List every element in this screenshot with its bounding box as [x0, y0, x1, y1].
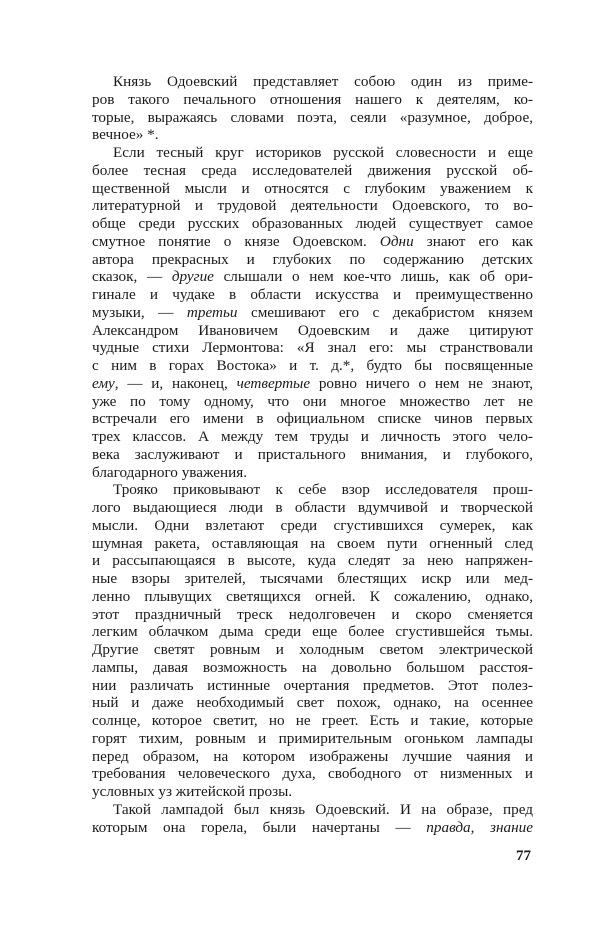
text-line	[92, 162, 533, 180]
text-line	[92, 765, 533, 783]
text-line	[92, 339, 533, 357]
text-segment: нии различать истинные очертания предметов. Этот полез-	[92, 676, 533, 694]
text-line	[92, 304, 533, 322]
text-line	[92, 535, 533, 553]
text-segment: Трояко приковывают к себе взор исследователя прош-	[113, 481, 533, 499]
text-segment: обще среди русских образованных людей существует самое	[92, 215, 533, 232]
text-line	[92, 393, 533, 411]
text-segment: шумная ракета, оставляющая на своем пути огненный след	[92, 534, 533, 552]
text-segment: Такой лампадой был князь Одоевский. И на образе, пред	[113, 800, 533, 818]
text-line	[92, 499, 533, 517]
paragraph	[92, 801, 533, 837]
text-segment: этот праздничный треск недолговечен и скоро сменяется	[92, 605, 533, 623]
text-segment: ный и даже необходимый свет похож, однако, на осеннее	[92, 694, 533, 712]
text-segment: автора прекрасных и глубоких по содержанию детских	[92, 250, 533, 268]
text-segment: Князь Одоевский представляет собою один из приме-	[113, 73, 533, 90]
text-segment: вечное» *.	[92, 126, 159, 144]
text-segment: торые, выражаясь словами поэта, сеяли «разумное, доброе,	[92, 108, 533, 126]
text-line	[92, 659, 533, 677]
text-segment: лого выдающиеся люди в области вдумчивой и творческой	[92, 499, 533, 516]
text-segment: трех классов. А между тем труды и личность этого чело-	[92, 428, 533, 445]
italic-text: четвертые	[236, 374, 311, 392]
text-line	[92, 552, 533, 570]
text-segment: солнце, которое светит, но не греет. Есть и такие, которые	[92, 712, 533, 729]
text-segment: Александром Ивановичем Одоевским и даже цитируют	[92, 321, 533, 339]
text-segment: музыки, —	[92, 303, 187, 321]
text-line	[92, 73, 533, 91]
text-segment: которым она горела, были начертаны —	[92, 818, 427, 836]
text-segment: условных уз житейской прозы.	[92, 783, 293, 800]
text-segment: перед образом, на котором изображены лучшие чаяния и	[92, 747, 533, 765]
text-segment: Если тесный круг историков русской словесности и еще	[113, 144, 533, 161]
text-line	[92, 180, 533, 198]
text-segment: ленно плывущих светящихся огней. К сожалению, однако,	[92, 587, 533, 605]
text-segment: ные взоры зрителей, тысячами блестящих искр или мед-	[92, 570, 533, 587]
text-segment: ров такого печального отношения нашего к деятелям, ко-	[92, 90, 533, 108]
paragraph	[92, 73, 533, 144]
text-line	[92, 712, 533, 730]
text-line	[92, 322, 533, 340]
text-line	[92, 286, 533, 304]
text-line	[92, 109, 533, 127]
text-segment: века заслуживают и пристального внимания, и глубокого,	[92, 445, 533, 463]
text-line	[92, 801, 533, 819]
text-segment: сказок, —	[92, 268, 172, 286]
text-segment: и рассыпающаяся в высоте, куда следят за нею напряжен-	[92, 552, 533, 570]
text-segment: смутное понятие о князе Одоевском.	[92, 232, 380, 250]
text-line	[92, 144, 533, 162]
text-line	[92, 588, 533, 606]
italic-text: ему	[92, 374, 115, 392]
text-segment: чудные стихи Лермонтова: «Я знал его: мы странствовали	[92, 339, 533, 357]
text-line	[92, 215, 533, 233]
text-line	[92, 748, 533, 766]
text-line	[92, 357, 533, 375]
body-text	[92, 73, 533, 836]
text-line	[92, 126, 533, 144]
text-line	[92, 197, 533, 215]
italic-text: другие	[171, 268, 214, 286]
text-line	[92, 251, 533, 269]
text-segment: горят тихим, ровным и примирительным огоньком лампады	[92, 729, 533, 747]
text-segment: Другие светят ровным и холодным светом электрической	[92, 641, 533, 658]
text-line	[92, 570, 533, 588]
text-line	[92, 730, 533, 748]
text-segment: знают его как	[413, 232, 533, 250]
text-segment: , — и, наконец,	[114, 374, 237, 392]
page-number: 77	[516, 848, 531, 864]
text-line	[92, 623, 533, 641]
text-line	[92, 677, 533, 695]
text-line	[92, 783, 533, 801]
text-segment: легким облачком дыма среди еще более сгустившейся тьмы.	[92, 623, 533, 641]
text-segment: мысли. Одни взлетают среди сгустившихся сумерек, как	[92, 516, 533, 534]
text-segment: литературной и трудовой деятельности Одоевского, то во-	[92, 197, 533, 215]
text-segment: более тесная среда исследователей движения русской об-	[92, 161, 533, 179]
text-segment: смешивают его с декабристом князем	[237, 303, 533, 321]
text-segment: благодарного уважения.	[92, 463, 248, 481]
text-line	[92, 410, 533, 428]
text-line	[92, 375, 533, 393]
text-line	[92, 819, 533, 837]
text-line	[92, 481, 533, 499]
text-line	[92, 268, 533, 286]
text-segment: лампы, давая возможность на довольно большом расстоя-	[92, 658, 533, 676]
text-segment: гинале и чудаке в области искусства и преимущественно	[92, 286, 533, 303]
text-line	[92, 464, 533, 482]
text-segment: уже по тому одному, что они многое множество лет не	[92, 392, 533, 410]
text-segment: щественной мысли и относятся с глубоким уважением к	[92, 179, 533, 197]
text-line	[92, 694, 533, 712]
text-line	[92, 606, 533, 624]
paragraph	[92, 481, 533, 801]
text-segment: ровно ничего о нем не знают,	[310, 374, 534, 392]
text-segment: встречали его имени в официальном списке чинов первых	[92, 410, 533, 428]
text-segment: с ним в горах Востока» и т. д.*, будто бы посвященные	[92, 357, 533, 374]
italic-text: Одни	[379, 232, 414, 250]
text-line	[92, 517, 533, 535]
text-line	[92, 446, 533, 464]
italic-text: правда, знание	[426, 818, 533, 836]
text-line	[92, 233, 533, 251]
text-line	[92, 641, 533, 659]
text-segment: слышали о нем кое-что лишь, как об ори-	[213, 268, 533, 286]
italic-text: третьи	[186, 303, 238, 321]
text-line	[92, 428, 533, 446]
text-line	[92, 91, 533, 109]
text-segment: требования человеческого духа, свободного от низменных и	[92, 765, 533, 783]
paragraph	[92, 144, 533, 481]
